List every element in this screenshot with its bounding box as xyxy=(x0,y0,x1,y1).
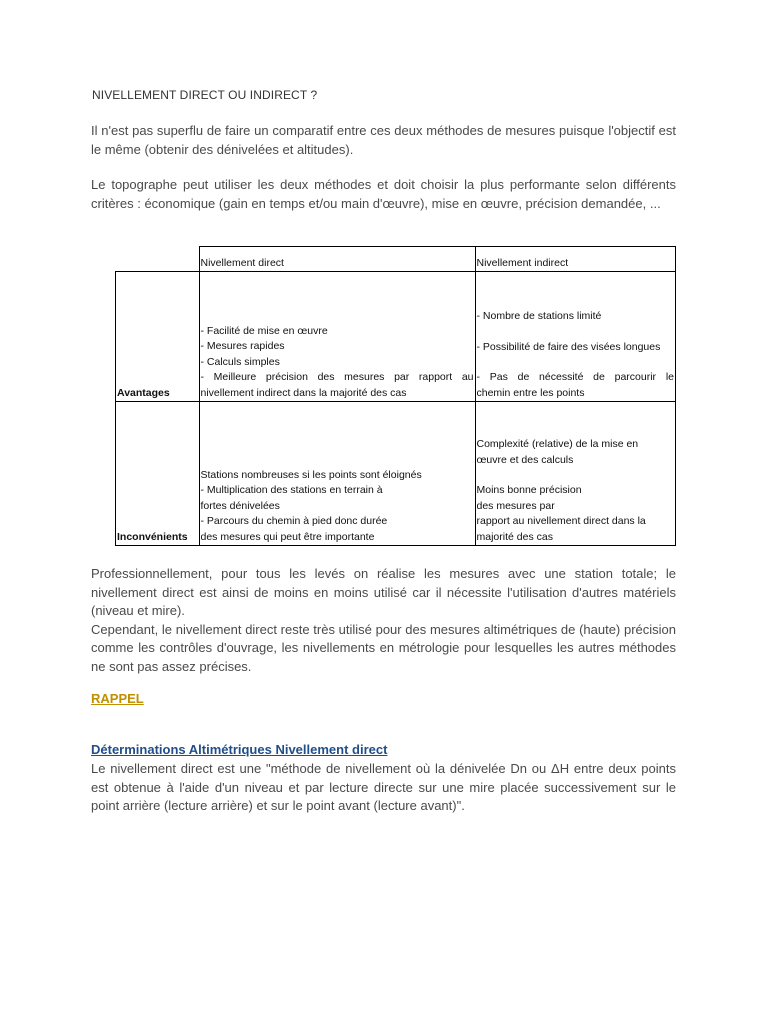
cell-line: - Facilité de mise en œuvre xyxy=(200,324,328,337)
cell-avantages-indirect xyxy=(475,272,676,402)
cell-line: - Nombre de stations limité xyxy=(476,310,602,322)
cell-line: Complexité (relative) de la mise en xyxy=(476,438,639,450)
criteria-paragraph: Le topographe peut utiliser les deux méthodes et doit choisir la plus performante selon différents critères : économique (gain en temps et/ou main d'œuvre), mise en œuvre, précision demandée, ... xyxy=(91,177,676,211)
cell-spacer xyxy=(477,355,675,370)
cell-line: - Calculs simples xyxy=(200,355,280,368)
page-title: NIVELLEMENT DIRECT OU INDIRECT ? xyxy=(92,88,318,102)
intro-paragraph: Il n'est pas superflu de faire un comparatif entre ces deux méthodes de mesures puisque l'objectif est le même (obtenir des dénivelées et altitudes). xyxy=(91,123,676,157)
cell-line: des mesures par xyxy=(476,499,555,512)
cell-line: œuvre et des calculs xyxy=(476,453,574,466)
cell-spacer xyxy=(477,468,675,483)
table-corner-cell xyxy=(116,247,200,272)
header-direct: Nivellement direct xyxy=(199,247,475,272)
however-paragraph: Cependant, le nivellement direct reste très utilisé pour des mesures altimétriques de (haute) précision comme les contrôles d'ouvrage, les nivellements en métrologie pour lesquelles les autres méthodes ne sont pas assez précises. xyxy=(91,621,676,674)
cell-line: chemin entre les points xyxy=(476,386,585,399)
table-header-row xyxy=(116,247,676,272)
cell-line: - Multiplication des stations en terrain à xyxy=(200,484,383,496)
table-row-inconvenients xyxy=(116,402,676,546)
cell-avantages-direct xyxy=(199,272,475,402)
table-row-avantages xyxy=(116,272,676,402)
cell-line: - Pas de nécessité de parcourir le xyxy=(476,371,674,383)
body-text-block xyxy=(91,565,676,676)
rappel-link[interactable]: RAPPEL xyxy=(91,691,144,706)
comparison-table xyxy=(115,246,676,546)
cell-inconvenients-indirect xyxy=(475,402,676,546)
cell-line: nivellement indirect dans la majorité des cas xyxy=(200,386,407,399)
cell-line: - Possibilité de faire des visées longues xyxy=(476,340,661,353)
cell-line: rapport au nivellement direct dans la xyxy=(476,515,646,527)
cell-line: - Parcours du chemin à pied donc durée xyxy=(200,515,388,527)
row-label-inconvenients: Inconvénients xyxy=(116,402,200,546)
cell-line: Stations nombreuses si les points sont éloignés xyxy=(200,468,422,481)
row-label-avantages: Avantages xyxy=(116,272,200,402)
professional-paragraph: Professionnellement, pour tous les levés on réalise les mesures avec une station totale; le nivellement direct est ainsi de moins en moins utilisé car il nécessite l'utilisation d'autres matériels (niveau et mire). xyxy=(91,566,676,618)
cell-line: majorité des cas xyxy=(476,530,553,543)
definition-paragraph: Le nivellement direct est une "méthode de nivellement où la dénivelée Dn ou ΔH entre deux points est obtenue à l'aide d'un niveau et par lecture directe sur une mire placée successivement sur le point arrière (lecture arrière) et sur le point avant (lecture avant)". xyxy=(91,761,676,813)
cell-spacer xyxy=(477,325,675,340)
header-indirect: Nivellement indirect xyxy=(475,247,676,272)
cell-inconvenients-direct xyxy=(199,402,475,546)
cell-line: des mesures qui peut être importante xyxy=(200,530,375,543)
cell-line: - Meilleure précision des mesures par rapport au xyxy=(200,371,474,383)
cell-line: fortes dénivelées xyxy=(200,499,280,512)
section-heading-link[interactable]: Déterminations Altimétriques Nivellement direct xyxy=(91,742,388,757)
cell-line: - Mesures rapides xyxy=(200,340,285,352)
cell-line: Moins bonne précision xyxy=(476,484,582,496)
